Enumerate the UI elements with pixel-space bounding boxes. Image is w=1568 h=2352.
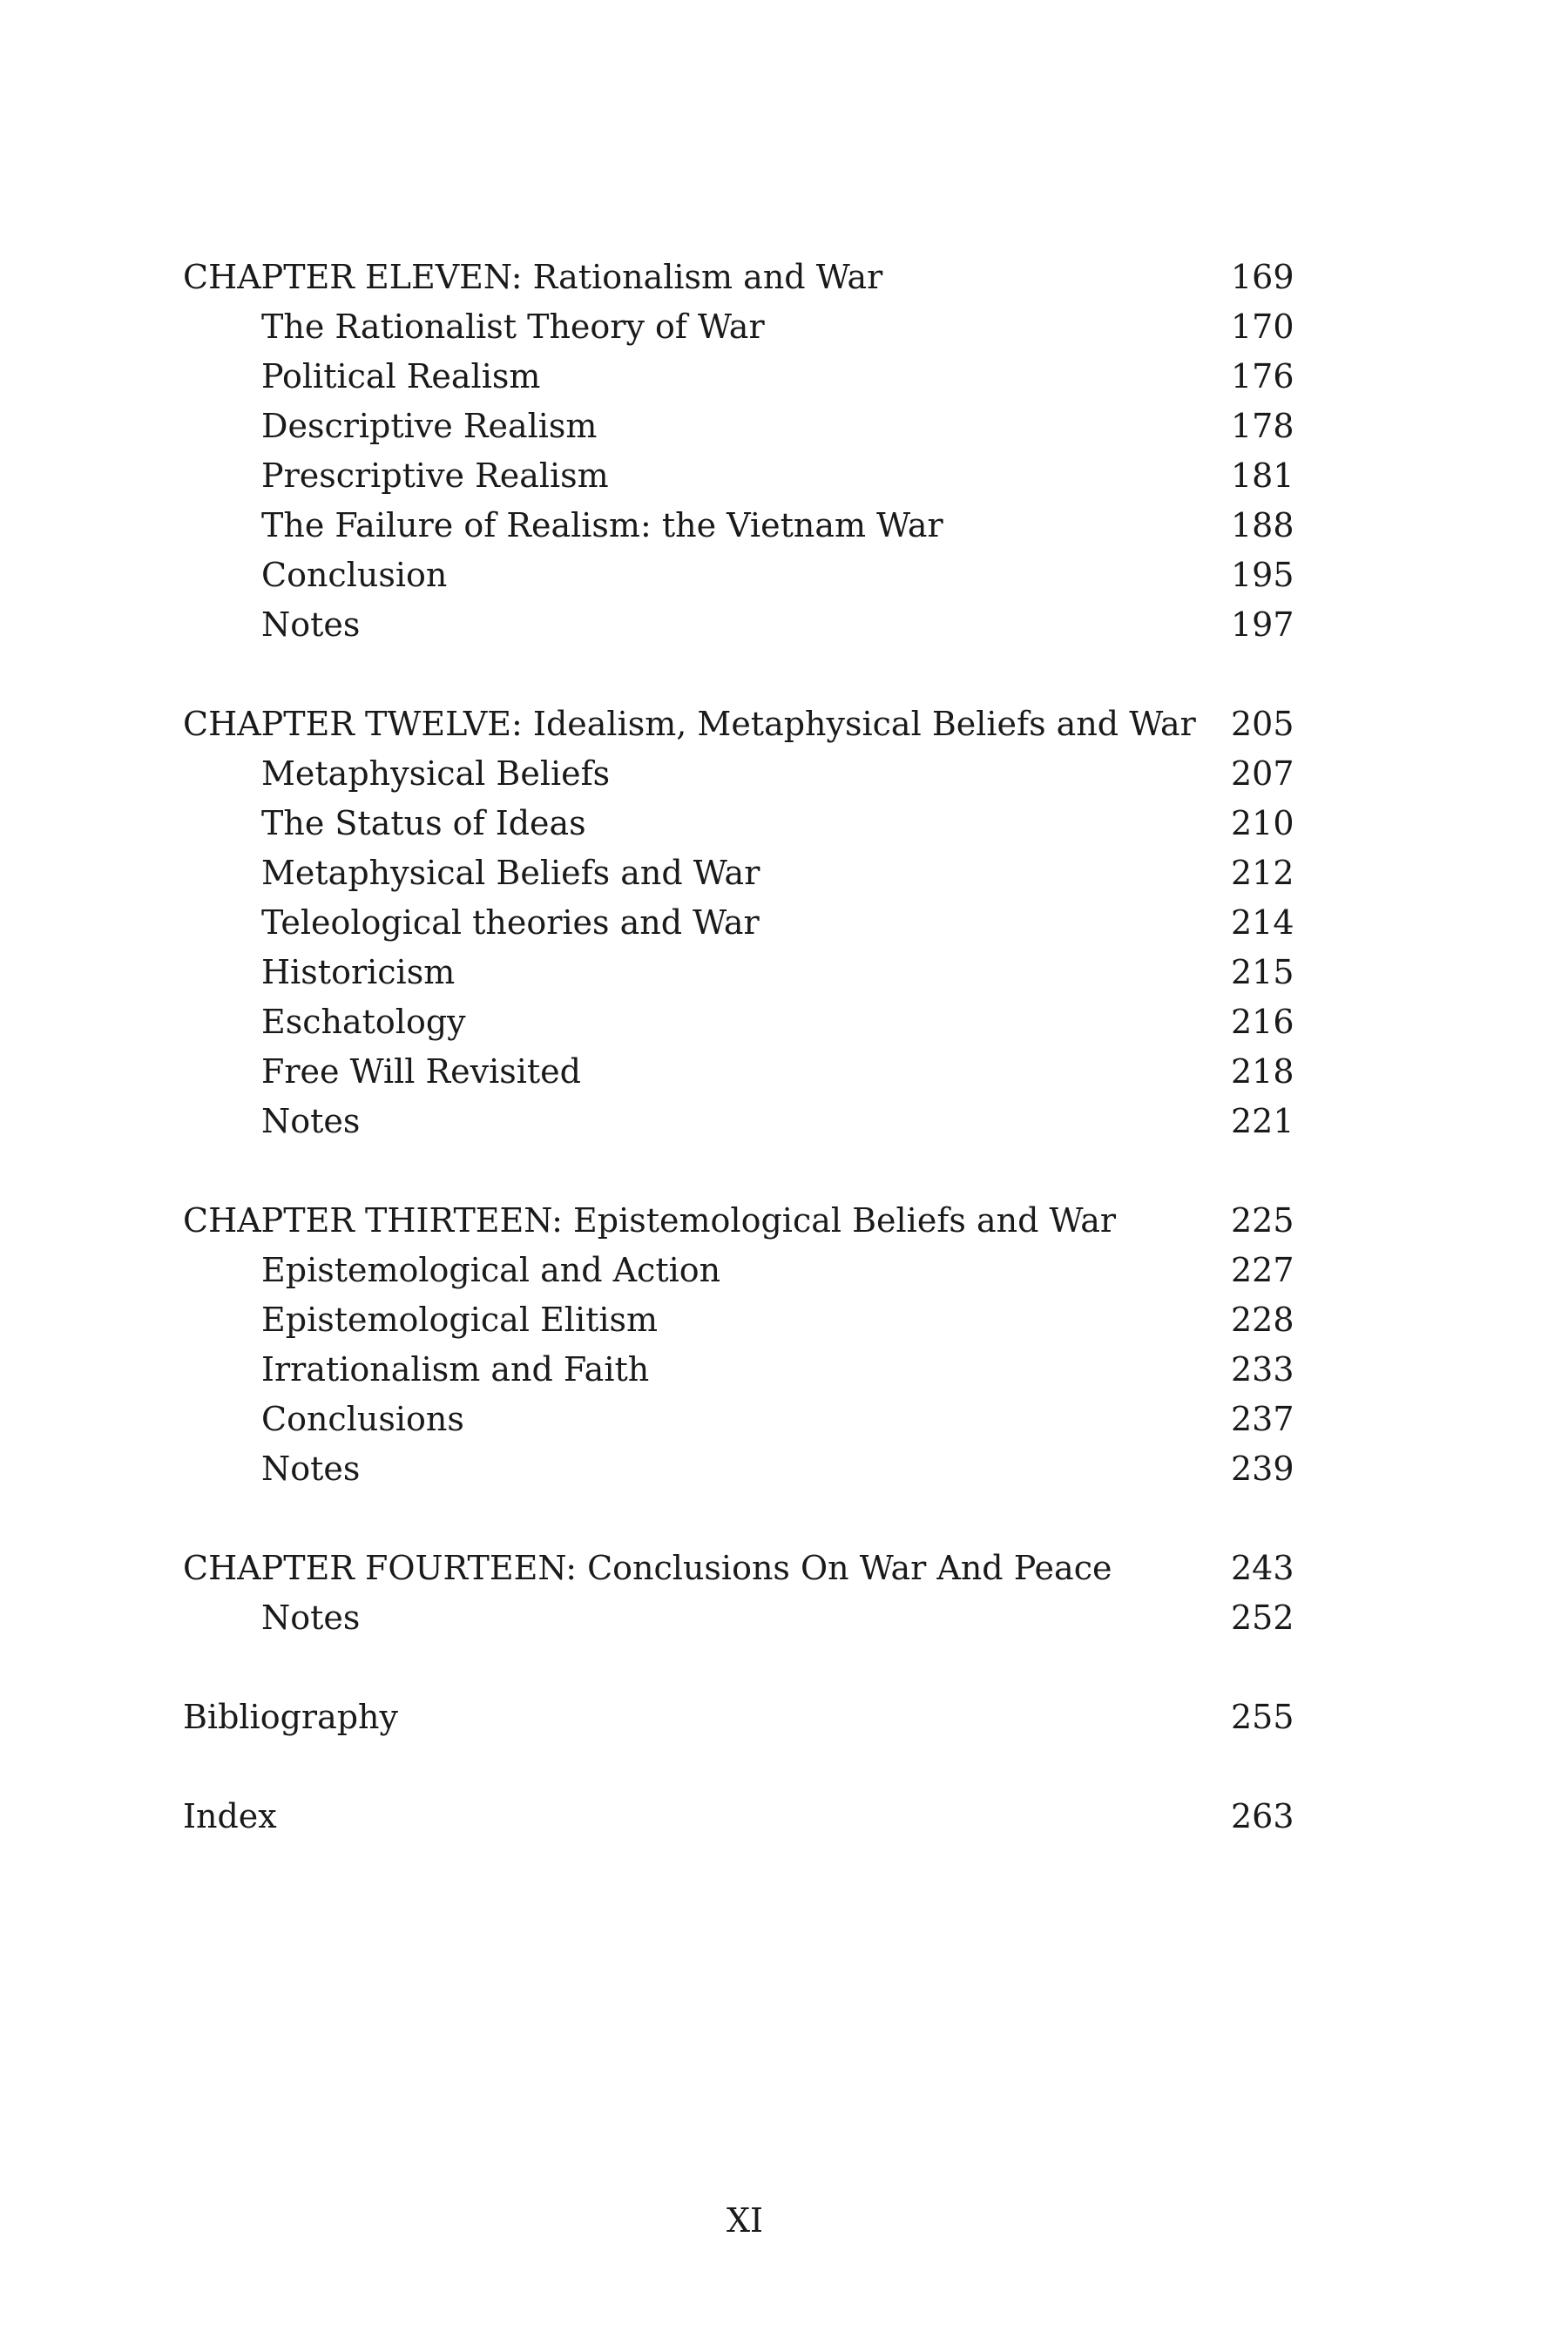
toc-entry-title: Eschatology [261,1003,466,1041]
toc-entry-title: Metaphysical Beliefs and War [261,854,760,892]
toc-entry-title: Descriptive Realism [261,407,598,445]
toc-entry-row [183,799,1315,848]
toc-entry-title: Conclusions [261,1400,464,1438]
toc-page-number: 176 [1231,357,1294,395]
section-spacer [183,1643,1315,1693]
toc-entry-title: The Failure of Realism: the Vietnam War [261,506,943,544]
toc-entry-row [183,1097,1315,1146]
toc-entry-title: Prescriptive Realism [261,456,609,495]
toc-entry-row [183,898,1315,948]
toc-entry-row [183,402,1315,451]
section-spacer [183,1494,1315,1544]
toc-page-number: 210 [1231,804,1294,842]
toc-entry-title: Free Will Revisited [261,1052,581,1091]
table-of-contents [183,253,1315,1842]
toc-chapter-row [183,1544,1315,1593]
toc-page-number: 212 [1231,854,1294,892]
toc-entry-title: Notes [261,1598,361,1637]
toc-entry-row [183,501,1315,551]
toc-entry-row [183,600,1315,650]
toc-entry-title: Conclusion [261,556,448,594]
toc-page-number: 169 [1231,258,1294,296]
toc-entry-title: Political Realism [261,357,541,395]
toc-chapter-title: CHAPTER FOURTEEN: Conclusions On War And Peace [183,1549,1112,1587]
toc-entry-title: Historicism [261,953,456,991]
toc-page-number: 255 [1231,1698,1294,1736]
section-spacer [183,650,1315,700]
toc-page-number: 197 [1231,605,1294,644]
toc-page-number: 214 [1231,903,1294,942]
toc-entry-title: Epistemological and Action [261,1251,721,1289]
toc-entry-title: Metaphysical Beliefs [261,754,611,793]
toc-entry-row [183,1246,1315,1295]
toc-page-number: 243 [1231,1549,1294,1587]
toc-page-number: 237 [1231,1400,1294,1438]
toc-page-number: 216 [1231,1003,1294,1041]
toc-page-number: 228 [1231,1301,1294,1339]
toc-entry-title: Epistemological Elitism [261,1301,659,1339]
toc-page-number: 207 [1231,754,1294,793]
toc-entry-row [183,1444,1315,1494]
toc-entry-row [183,551,1315,600]
toc-entry-row [183,451,1315,501]
toc-entry-row [183,1593,1315,1643]
toc-entry-title: Notes [261,1102,361,1140]
toc-entry-row [183,749,1315,799]
toc-page-number: 225 [1231,1201,1294,1240]
toc-page-number: 188 [1231,506,1294,544]
toc-entry-title: The Rationalist Theory of War [261,308,765,346]
toc-chapter-title: Index [183,1797,277,1835]
toc-entry-row [183,948,1315,997]
toc-entry-row [183,1295,1315,1345]
toc-entry-title: Irrationalism and Faith [261,1350,650,1389]
toc-page-number: 170 [1231,308,1294,346]
toc-entry-row [183,352,1315,402]
toc-entry-row [183,302,1315,352]
toc-chapter-row [183,1196,1315,1246]
toc-entry-row [183,1395,1315,1444]
section-spacer [183,1742,1315,1792]
toc-entry-title: Notes [261,1450,361,1488]
toc-chapter-row [183,253,1315,302]
toc-chapter-row [183,700,1315,749]
toc-page-number: 252 [1231,1598,1294,1637]
toc-page-number: 181 [1231,456,1294,495]
toc-entry-title: Teleological theories and War [261,903,760,942]
toc-page-number: 233 [1231,1350,1294,1389]
toc-page-number: 239 [1231,1450,1294,1488]
toc-entry-row [183,1345,1315,1395]
toc-entry-title: Notes [261,605,361,644]
toc-entry-row [183,997,1315,1047]
toc-page-number: 218 [1231,1052,1294,1091]
toc-page-number: 215 [1231,953,1294,991]
toc-page-number: 227 [1231,1251,1294,1289]
toc-chapter-title: Bibliography [183,1698,398,1736]
toc-chapter-row [183,1792,1315,1842]
toc-chapter-title: CHAPTER ELEVEN: Rationalism and War [183,258,883,296]
toc-chapter-title: CHAPTER TWELVE: Idealism, Metaphysical Beliefs and War [183,705,1196,743]
toc-entry-row [183,1047,1315,1097]
toc-chapter-row [183,1693,1315,1742]
toc-page-number: 263 [1231,1797,1294,1835]
page-folio: XI [726,2201,764,2240]
toc-page-number: 195 [1231,556,1294,594]
toc-page-number: 221 [1231,1102,1294,1140]
toc-entry-row [183,848,1315,898]
section-spacer [183,1146,1315,1196]
toc-page-number: 178 [1231,407,1294,445]
toc-entry-title: The Status of Ideas [261,804,586,842]
toc-page-number: 205 [1231,705,1294,743]
toc-chapter-title: CHAPTER THIRTEEN: Epistemological Beliefs and War [183,1201,1117,1240]
